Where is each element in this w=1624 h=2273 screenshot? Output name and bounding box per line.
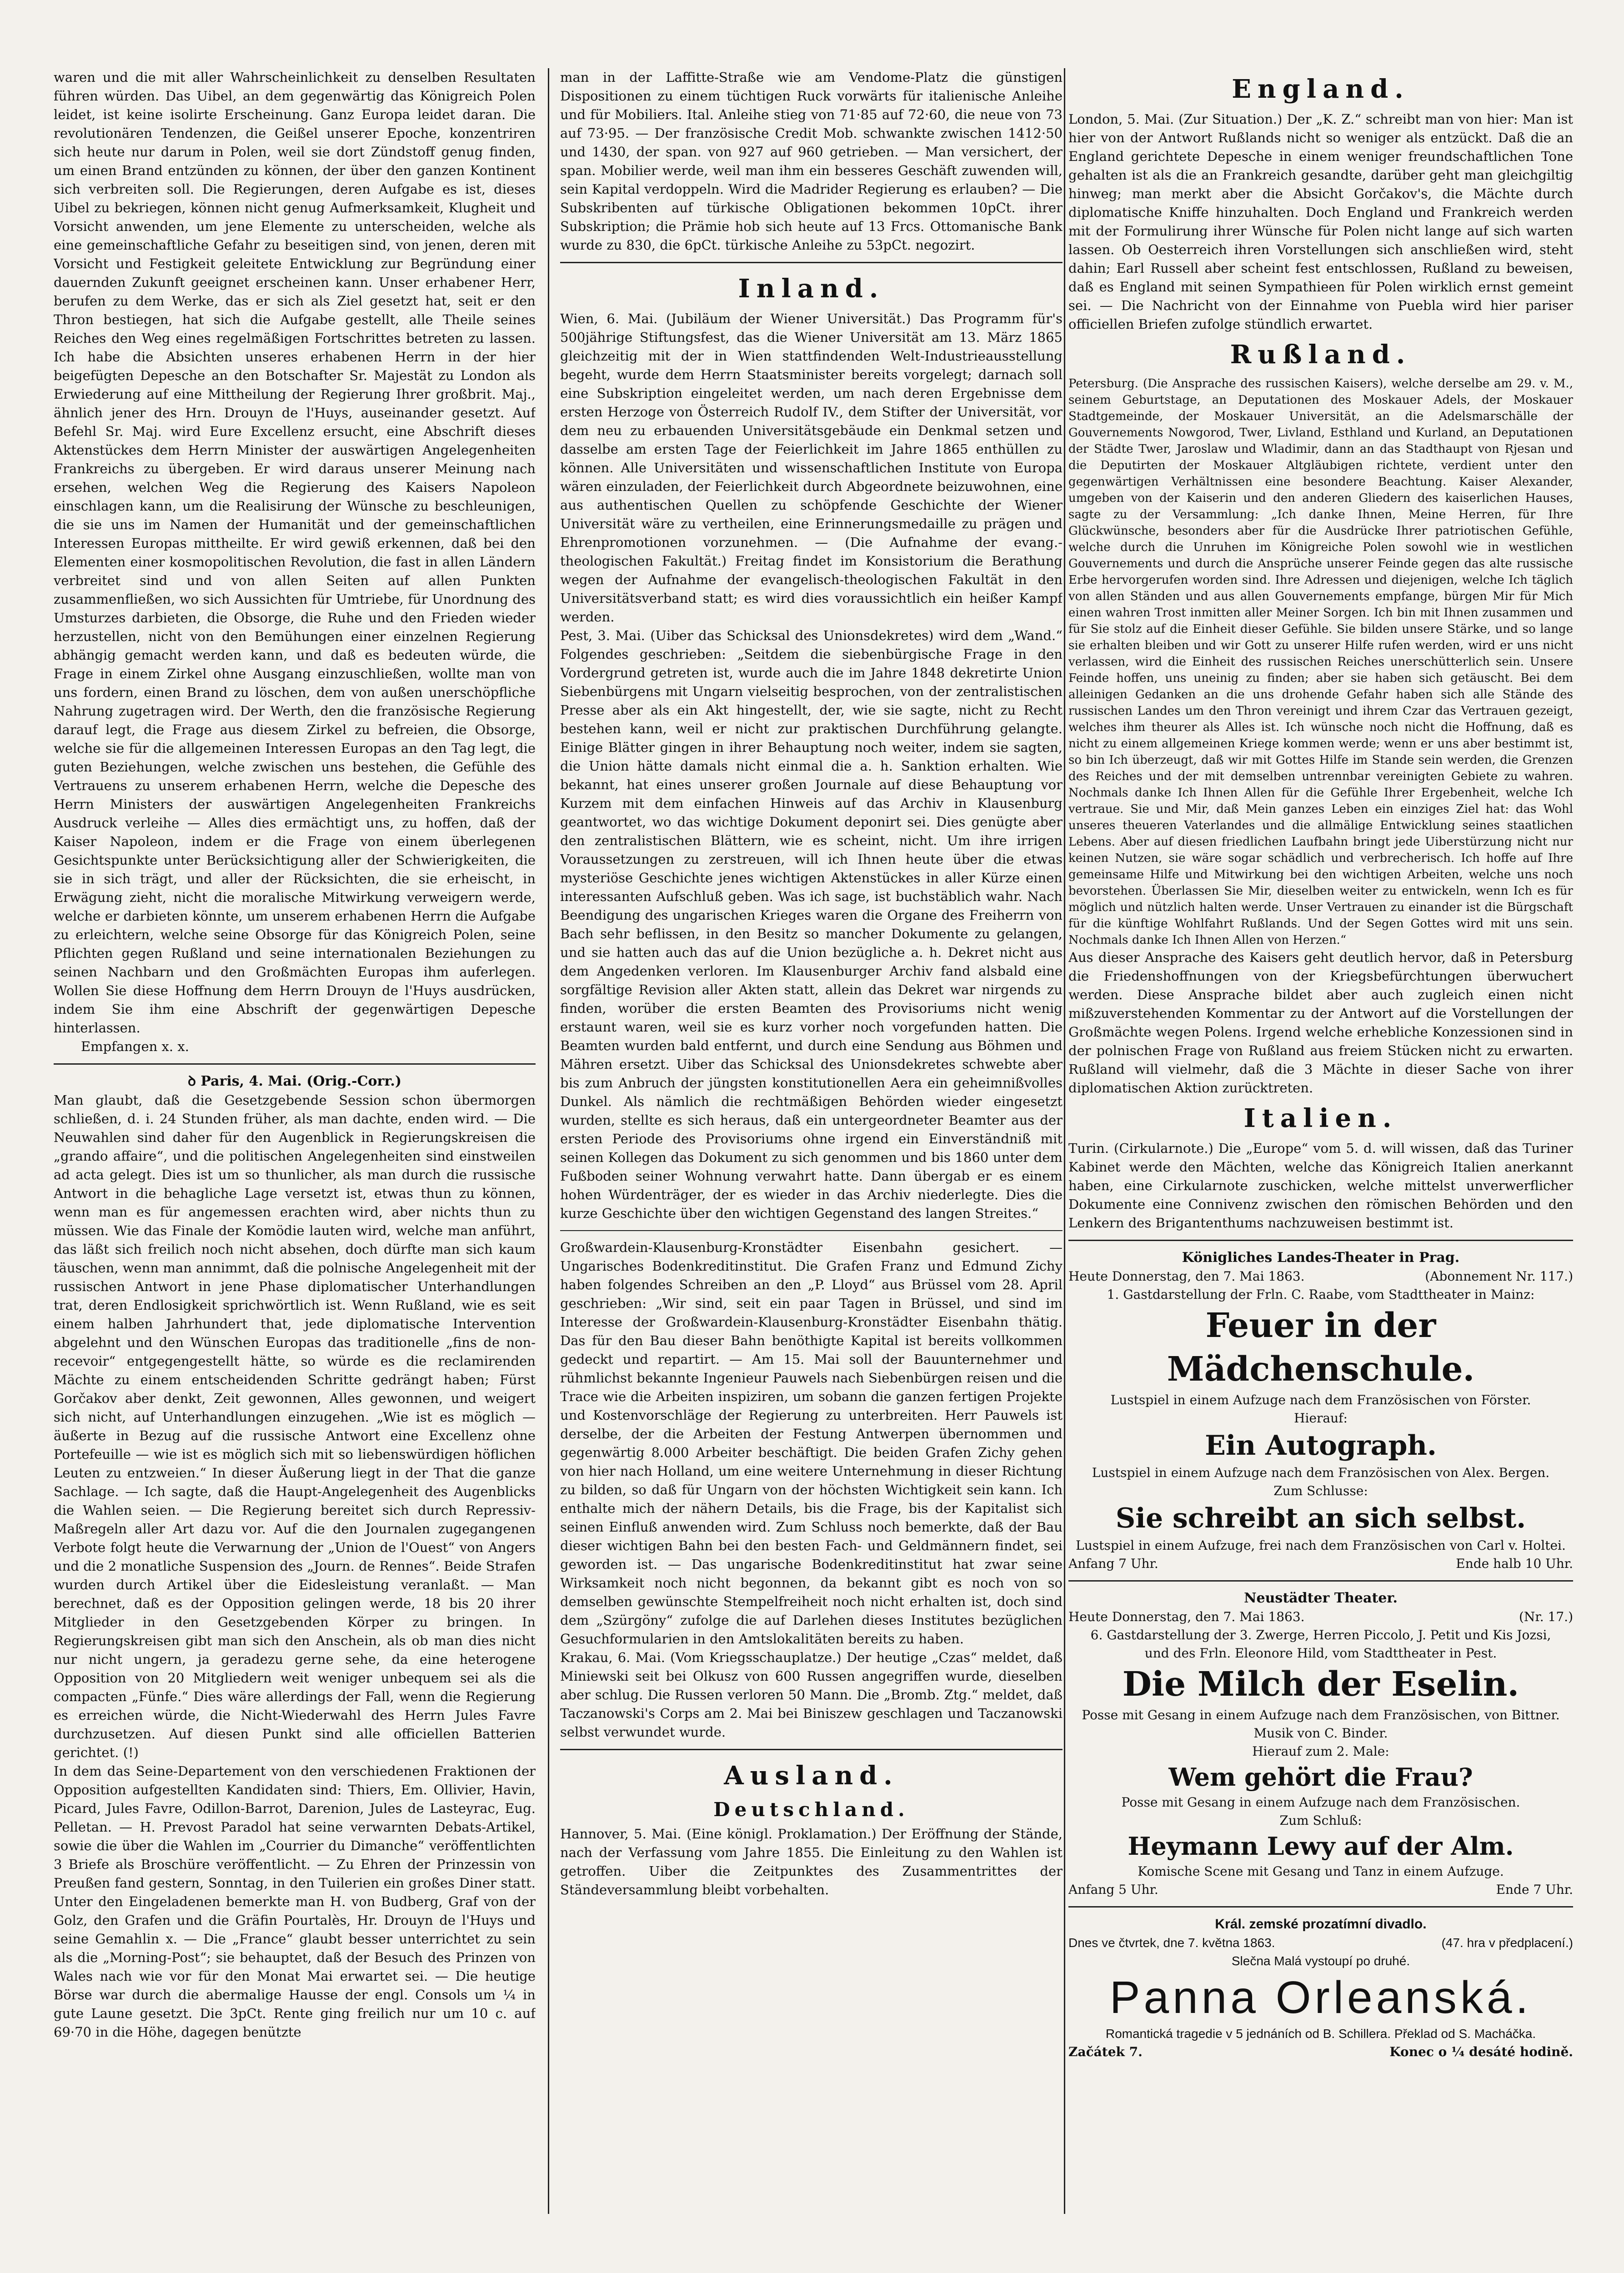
advert-number: (Nr. 17.) (1519, 1609, 1573, 1624)
section-heading-inland: Inland. (738, 274, 885, 304)
advert-play-title: Die Milch der Eselin. (1122, 1665, 1519, 1704)
advert-play-desc: Posse mit Gesang in einem Aufzuge nach dem Französischen, von Bittner. Musik von C. Binder. (1082, 1707, 1560, 1741)
column-3 (1068, 68, 1573, 2223)
article-hannover: Hannover, 5. Mai. (Eine königl. Proklamation.) Der Eröffnung der Stände, nach der Verfassung vom Jahre 1855. Die Einleitung zu den Wahlen ist getroffen. Uiber die Zeitpunktes des Zusammentrittes der Ständeversammlung bleibt vorbehalten. (560, 1826, 1063, 1898)
article-text-paris-2: In dem das Seine-Departement von den verschiedenen Fraktionen der Opposition aufgestellten Kandidaten sind: Thiers, Em. Ollivier, Havin, Picard, Jules Favre, Odillon-Barrot, Darenion, Jules de Lasteyrac, Eug. Pelletan. — H. Prevost Paradol hat seine verwarnten Debats-Artikel, sowie die über die Wahlen im „Courrier du Dimanche“ veröffentlichten 3 Briefe als Broschüre veröffentlicht. — Zu Ehren der Prinzessin von Preußen fand gestern, Sonntag, in den Tuilerien ein großes Diner statt. Unter den Eingeladenen bemerkte man H. von Budberg, Graf von der Golz, den Grafen und die Gräfin Pourtalès, Hr. Drouyn de l'Huys und seine Gemahlin x. — Die „France“ glaubt besser unterrichtet zu sein als die „Morning-Post“; sie behauptet, daß der Besuch des Prinzen von Wales nach wie vor für den Monat Mai erwartet sei. — Die heutige Börse war durch die abermalige Hausse der engl. Consols um ¼ in gute Laune gesetzt. Die 3pCt. Rente ging freilich nur um 10 c. auf 69·70 in die Höhe, dagegen benützte (54, 1763, 536, 2040)
column-rule-2 (1064, 68, 1065, 2214)
article-london: London, 5. Mai. (Zur Situation.) Der „K. Z.“ schreibt man von hier: Man ist hier von der Antwort Rußlands nicht so weniger als entzückt. Daß die an England gerichtete Depesche in einem weniger freundschaftlichen Tone gehalten ist als die an Frankreich gesandte, darüber geht man gleichgiltig hinweg; man merkt aber die Absicht Gorčakov's, die Mächte durch diplomatische Kniffe hinzuhalten. Doch England und Frankreich werden mit der Formulirung ihrer Wünsche für Polen nicht lange auf sich warten lassen. Ob Oesterreich ihren Vorstellungen sich anschließen wird, steht dahin; Earl Russell aber scheint fest entschlossen, Rußland zu beweisen, daß es England mit seinen Sympathieen für Polen wirklich ernst gemeint sei. — Die Nachricht von der Einnahme von Puebla wird hier pariser officiellen Briefen zufolge stündlich erwartet. (1068, 111, 1573, 332)
divider (560, 1230, 1063, 1231)
article-heading-paris: ꝺ Paris, 4. Mai. (Orig.-Corr.) (187, 1073, 402, 1089)
article-petersburg: Petersburg. (Die Ansprache des russischen Kaisers), welche derselbe am 29. v. M., seinem Geburtstage, an Deputationen des Moskauer Adels, der Moskauer Stadtgemeinde, der Moskauer Universität, an die Adelsmarschälle der Gouvernements Nowgorod, Twer, Livland, Esthland und Kurland, an Deputationen der Städte Twer, Jaroslaw und Wladimir, dann an das Stadthaupt von Rjesan und die Deputirten der Moskauer Altgläubigen richtete, verdient unter den gegenwärtigen Verhältnissen eine besondere Beachtung. Kaiser Alexander, umgeben von der Kaiserin und den anderen Gliedern des kaiserlichen Hauses, sagte zu der Versammlung: „Ich danke Ihnen, Meine Herren, für Ihre Glückwünsche, besonders aber für die Ausdrücke Ihrer patriotischen Gefühle, welche durch die Unruhen im Königreiche Polen sowohl wie in westlichen Gouvernements und durch die Ansprüche unserer Feinde gegen das alte russische Erbe hervorgerufen worden sind. Ihre Adressen und diejenigen, welche Ich täglich von allen Ständen und aus allen Gouvernements empfange, bürgen Mir für Mich einen wahren Trost inmitten aller Meiner Sorgen. Ich bin mit Ihnen zusammen und für Sie stolz auf die Einheit dieser Gefühle. Sie bilden unsere Stärke, und so lange sie erhalten bleiben und wir Gott zu unserer Hilfe rufen werden, wird er uns nicht verlassen, wird die Einheit des russischen Reiches unerschütterlich sein. Unsere Feinde hoffen, uns uneinig zu finden; aber sie haben sich getäuscht. Bei dem alleinigen Gedanken an die uns drohende Gefahr haben sich alle Stände des russischen Landes um den Thron vereinigt und ihrem Czar das Vertrauen gezeigt, welches ihm theurer als Alles ist. Ich wünsche noch nicht die Hoffnung, daß es nicht zu einem allgemeinen Kriege kommen werde; wenn er uns aber bestimmt ist, so bin Ich überzeugt, daß wir mit Gottes Hilfe im Stande sein werden, die Grenzen des Reiches und der mit demselben untrennbar vereinigten Gebiete zu wahren. Nochmals danke Ich Ihnen Allen für die Gefühle Ihrer Ergebenheit, welche Ich vertraue. Sie und Mir, daß Mein ganzes Leben ein einziges Ziel hat: das Wohl unseres theueren Vaterlandes und die allmälige Entwicklung seines staatlichen Lebens. Aber auf diesen friedlichen Laufbahn bringt jede Uiberstürzung nicht nur keinen Nutzen, sie wäre sogar schädlich und verbrecherisch. Ich hoffe auf Ihre gemeinsame Hilfe und Mitwirkung bei den wichtigen Arbeiten, welche uns noch bevorstehen. Überlassen Sie Mir, dieselben weiter zu entwickeln, wenn Ich es für möglich und nützlich halten werde. Unser Vertrauen zu einander ist die Bürgschaft für die künftige Wohlfahrt Rußlands. Und der Segen Gottes wird mit uns sein. Nochmals danke Ich Ihnen Allen von Herzen.“ (1068, 377, 1573, 947)
article-turin: Turin. (Cirkularnote.) Die „Europe“ vom 5. d. will wissen, daß das Turiner Kabinet werde den Mächten, welche das Königreich Italien anerkannt haben, eine Cirkularnote zuschicken, welche mittelst unverwerflicher Dokumente eine Connivenz zwischen den römischen Behörden und den Lenkern des Brigantenthums nachzuweisen bestimmt ist. (1068, 1141, 1573, 1231)
advert-play-title: Heymann Lewy auf der Alm. (1128, 1832, 1514, 1861)
article-text-bourse: man in der Laffitte-Straße wie am Vendome-Platz die günstigen Dispositionen zu einem tüchtigen Ruck vorwärts für italienische Anleihe und für Mobiliers. Ital. Anleihe stieg von 71·85 auf 72·60, die neue von 73 auf 73·95. — Der französische Credit Mob. schwankte zwischen 1412·50 und 1430, der span. von 927 auf 960 getrieben. — Man versichert, der span. Mobilier werde, weil man ihm ein besseres Geschäft zuwenden will, sein Kapital verdoppeln. Wird die Madrider Regierung es erlauben? — Die Subskribenten auf türkische Obligationen bekommen 10pCt. ihrer Subskription; die Prämie hob sich heute auf 13 Frcs. Ottomanische Bank wurde zu 830, die 6pCt. türkische Anleihe zu 53pCt. negozirt. (560, 70, 1063, 253)
column-1 (54, 68, 536, 2223)
advert-play-desc: Lustspiel in einem Aufzuge nach dem Französischen von Alex. Bergen. (1092, 1465, 1550, 1480)
article-wien: Wien, 6. Mai. (Jubiläum der Wiener Universität.) Das Programm für's 500jährige Stiftungsfest, das die Wiener Universität am 13. März 1865 gleichzeitig mit der in Wien stattfindenden Welt-Industrieausstellung begeht, wurde dem Herrn Staatsminister bereits vorgelegt; darnach soll eine Subskription eingeleitet werden, um nach deren Ergebnisse dem ersten Herzoge von Österreich Rudolf IV., dem Stifter der Universität, vor dem neu zu erbauenden Universitätsgebäude ein Denkmal setzen und dasselbe am ersten Tage der Feierlichkeit im Jahre 1865 enthüllen zu können. Alle Universitäten und wissenschaftlichen Institute von Europa wären einzuladen, der Feierlichkeit durch Abgeordnete beizuwohnen, eine aus authentischen Quellen zu schöpfende Geschichte der Wiener Universität wäre zu vertheilen, eine Erinnerungsmedaille zu prägen und Ehrenpromotionen vorzunehmen. — (Die Aufnahme der evang.-theologischen Fakultät.) Freitag findet im Konsistorium die Berathung wegen der Aufnahme der evangelisch-theologischen Fakultät in den Universitätsverband statt; es wird dies voraussichtlich ein heißer Kampf werden. (560, 311, 1063, 625)
advert-title: Neustädter Theater. (1244, 1590, 1398, 1606)
advert-play-title: Feuer in der Mädchenschule. (1167, 1306, 1475, 1389)
advert-guests: 6. Gastdarstellung der 3. Zwerge, Herren Piccolo, J. Petit und Kis Jozsi, (1090, 1627, 1551, 1642)
advert-title: Königliches Landes-Theater in Prag. (1182, 1250, 1460, 1266)
article-krakau: Krakau, 6. Mai. (Vom Kriegsschauplatze.) Der heutige „Czas“ meldet, daß Miniewski seit bei Olkusz von 600 Russen angegriffen wurde, dieselben aber schlug. Die Russen verloren 50 Mann. Die „Bromb. Ztg.“ meldet, daß Taczanowski's Corps am 2. Mai bei Biniszew geschlagen und Taczanowski selbst verwundet wurde. (560, 1650, 1063, 1740)
article-grosswardein: Großwardein-Klausenburg-Kronstädter Eisenbahn gesichert. — Ungarisches Bodenkreditinstitut. Die Grafen Franz und Edmund Zichy haben folgendes Schreiben an den „P. Lloyd“ aus Brüssel vom 28. April geschrieben: „Wir sind, seit ein paar Tagen in Brüssel, und sind im Interesse der Großwardein-Klausenburg-Kronstädter Eisenbahn thätig. Das für den Bau dieser Bahn benöthigte Kapital ist bereits vollkommen gedeckt und repartirt. — Am 15. Mai soll der Bauunternehmer und rühmlichst bekannte Ingenieur Pauwels nach Siebenbürgen reisen und die Trace wie die Arbeiten inspiziren, um sobann die ganzen fertigen Projekte und Kostenvorschläge der Regierung zu unterbreiten. Herr Pauwels ist derselbe, der die Arbeiten der Festung Antwerpen übernommen und gegenwärtig 8.000 Arbeiter beschäftigt. Die beiden Grafen Zichy gehen von hier nach Holland, um eine weitere Unternehmung in dieser Richtung zu bilden, so daß für Ungarn von der höchsten Wichtigkeit sein kann. Ich enthalte mich der nähern Details, bis die Frage, bis der Kapitalist sich seinen Einfluß anwenden wird. Zum Schluss noch bemerkte, daß der Bau dieser wichtigen Bahn bei den besten Fach- und Geldmännern findet, sei geworden ist. — Das ungarische Bodenkreditinstitut hat zwar seine Wirksamkeit noch nicht begonnen, da bekannt gibt es noch von so demselben gewünschte Stempelfreiheit noch nicht erhalten ist, doch sind dem „Szürgöny“ zufolge die auf Darlehen dieses Institutes bezüglichen Gesuchformularien in den Amtslokalitäten bereits zu haben. (560, 1240, 1063, 1647)
advert-play-title: Ein Autograph. (1205, 1430, 1437, 1462)
divider (560, 262, 1063, 263)
section-heading-russland: Rußland. (1230, 340, 1412, 370)
advert-subscription: (47. hra v předplacení.) (1441, 1936, 1573, 1950)
article-text: waren und die mit aller Wahrscheinlichkeit zu denselben Resultaten führen würden. Das Uibel, an dem gegenwärtig das Königreich Polen leidet, ist keine isolirte Erscheinung. Ganz Europa leidet daran. Die revolutionären Tendenzen, die Geißel unserer Epoche, konzentriren sich heute nur darum in Polen, weil sie dort Zündstoff genug finden, um einen Brand entzünden zu können, der über den ganzen Kontinent sich verbreiten soll. Die Regierungen, deren Aufgabe es ist, dieses Uibel zu bekriegen, können nicht genug Aufmerksamkeit, Klugheit und Vorsicht anwenden, um jene Elemente zu unterscheiden, welche als eine gemeinschaftliche Gefahr zu beseitigen sind, von jenen, deren mit Vorsicht und Festigkeit geleitete Entwicklung zur Begründung einer dauernden Zukunft geeignet erscheinen kann. Unser erhabener Herr, berufen zu dem Werke, das er sich als Ziel gesetzt hat, seit er den Thron bestiegen, hat sich die Aufgabe gestellt, alle Theile seines Reiches den Weg eines regelmäßigen Fortschrittes betreten zu lassen. Ich habe die Absichten unseres erhabenen Herrn in der hier beigefügten Depesche an den Botschafter Sr. Majestät zu London als Erwiederung auf eine Mittheilung der Regierung Ihrer großbrit. Maj., ähnlich jener des Hrn. Drouyn de l'Huys, auseinander gesetzt. Auf Befehl Sr. Maj. wird Eure Excellenz ersucht, eine Abschrift dieses Aktenstückes dem Herrn Minister der auswärtigen Angelegenheiten Frankreichs zu übergeben. Er wird daraus unserer Meinung nach ersehen, welchen Weg die Regierung des Kaisers Napoleon einschlagen kann, um die Realisirung der Wünsche zu beschleunigen, die sie uns im Namen der Humanität und der gemeinschaftlichen Interessen Europas mittheilte. Er wird gewiß erkennen, daß bei den Elementen einer kosmopolitischen Revolution, die fast in allen Ländern verbreitet sind und von allen Seiten auf allen Punkten zusammenfließen, wo sich Aussichten für Umtriebe, für Unordnung des Umsturzes darbieten, die Obsorge, die Ruhe und den Frieden wieder herzustellen, nicht von den Bemühungen einer einzelnen Regierung abhängig gemacht werden kann, und daß es bedeuten würde, die Frage in einem Zirkel ohne Ausgang einzuschließen, wollte man von uns fordern, einen Brand zu löschen, dem von außen unerschöpfliche Nahrung zugetragen wird. Der Werth, den die französische Regierung darauf legt, die Frage aus diesem Zirkel zu befreien, die Obsorge, welche sie für die allgemeinen Interessen Europas an den Tag legt, die guten Beziehungen, welche zwischen uns bestehen, die Gefühle des Vertrauens zu unserem erhabenen Herrn, welche die Depesche des Herrn Ministers der auswärtigen Angelegenheiten Frankreichs Ausdruck verleihe — Alles dies ermächtigt uns, zu hoffen, daß der Kaiser Napoleon, indem er die Frage von einem überlegenen Gesichtspunkte unter Berücksichtigung aller der Schwierigkeiten, die sie in sich trägt, und aller der Rücksichten, die sie erheischt, in Erwägung zieht, nicht die moralische Mitwirkung verweigern werde, welche er darbieten könnte, um unserem erhabenen Herrn die Aufgabe zu erleichtern, welche seine Obsorge für das Königreich Polen, seine Pflichten gegen Rußland und seine internationalen Beziehungen zu seinen Nachbarn und den Großmächten Europas ihm auferlegen. Wollen Sie diese Hoffnung dem Herrn Drouyn de l'Huys ausdrücken, indem Sie ihm eine Abschrift der gegenwärtigen Depesche hinterlassen. (54, 70, 536, 1036)
divider (54, 1063, 536, 1065)
divider (1068, 1580, 1573, 1582)
advert-date-row (1068, 1934, 1573, 1952)
article-pest: Pest, 3. Mai. (Uiber das Schicksal des Unionsdekretes) wird dem „Wand.“ Folgendes geschrieben: „Seitdem die siebenbürgische Frage in den Vordergrund getreten ist, wurde auch die im Jahre 1848 dekretirte Union Siebenbürgens mit Ungarn vielseitig besprochen, von der zentralistischen Presse aber als ein Akt hingestellt, der, wie sie sagte, nicht zu Recht bestehen kann, weil er nicht zur praktischen Durchführung gelangte. Einige Blätter gingen in ihrer Behauptung noch weiter, indem sie sagten, die Union hätte damals nicht einmal die a. h. Sanktion erhalten. Wie bekannt, hat eines unserer großen Journale auf diese Behauptung vor Kurzem mit dem einfachen Hinweis auf das Archiv in Klausenburg geantwortet, wo das wichtige Dokument deponirt sei. Dies genügte aber den zentralistischen Blättern, wie es scheint, nicht. Um ihre irrigen Voraussetzungen zu zerstreuen, will ich Ihnen heute über die etwas mysteriöse Geschichte jenes wichtigen Aktenstückes in aller Kürze einen interessanten Aufschluß geben. Was ich sage, ist buchstäblich wahr. Nach Beendigung des ungarischen Krieges waren die Organe des Freiherrn von Bach sehr beflissen, in den Besitz so mancher Dokumente zu gelangen, und sie hatten auch das auf die Union bezügliche a. h. Dekret nicht aus dem Angedenken verloren. Im Klausenburger Archiv fand alsbald eine sorgfältige Revision aller Akten statt, allein das Dekret war nirgends zu finden, worüber die ersten Beamten des Provisoriums nicht wenig erstaunt waren, weil sie es kurz vorher noch vorgefunden hatten. Die Beamten wurden bald entfernt, und durch eine Sendung aus Böhmen und Mähren ersetzt. Uiber das Schicksal des Unionsdekretes schwebte aber bis zum Anbruch der jüngsten konstitutionellen Aera ein geheimnißvolles Dunkel. Als nämlich die rechtmäßigen Behörden wieder eingesetzt wurden, stellte es sich heraus, daß ein untergeordneter Beamter aus der ersten Periode des Provisoriums ohne irgend ein Einverständniß mit seinen Kollegen das Dokument zu sich genommen und bis 1860 unter dem Fußboden seiner Wohnung verwahrt hatte. Dann übergab er es einem hohen Würdenträger, der es wieder in das Archiv niederlegte. Dies die kurze Geschichte über den wichtigen Gegenstand des langen Streites.“ (560, 628, 1063, 1221)
advert-title: Král. zemské prozatímní divadlo. (1215, 1917, 1427, 1932)
advert-neustaedter-theater (1068, 1589, 1573, 1899)
advert-landestheater (1068, 1248, 1573, 1573)
divider (1068, 1906, 1573, 1908)
advert-zemske-divadlo (1068, 1915, 1573, 2061)
section-heading-england: England. (1232, 74, 1410, 104)
advert-date: Heute Donnerstag, den 7. Mai 1863. (1068, 1269, 1305, 1284)
advert-play-title: Sie schreibt an sich selbst. (1115, 1502, 1526, 1534)
advert-times (1068, 1881, 1573, 1899)
advert-times (1068, 2043, 1573, 2061)
advert-zum-schluss: Zum Schlusse: (1273, 1483, 1368, 1498)
article-petersburg-2: Aus dieser Ansprache des Kaisers geht deutlich hervor, daß in Petersburg die Friedenshoffnungen von der Kriegsbefürchtungen überwuchert werden. Diese Ansprache bildet aber auch zugleich einen nicht mißzuverstehenden Kommentar zu der Antwort auf die Vorstellungen der Großmächte wegen Polens. Irgend welche erhebliche Konzessionen sind in der polnischen Frage von Rußland aus freiem Stücken nicht zu erwarten. Rußland will vielmehr, daß die 3 Mächte in dieser Sache von ihrer diplomatischen Aktion zurücktreten. (1068, 950, 1573, 1096)
divider (1068, 1240, 1573, 1241)
advert-anfang: Anfang 7 Uhr. (1068, 1556, 1158, 1571)
advert-hierauf: Hierauf zum 2. Male: (1252, 1744, 1389, 1759)
advert-date-row (1068, 1267, 1573, 1286)
advert-guests-2: und des Frln. Eleonore Hild, vom Stadttheater in Pest. (1144, 1646, 1497, 1661)
advert-play-desc: Komische Scene mit Gesang und Tanz in einem Aufzuge. (1138, 1864, 1504, 1879)
advert-play-title: Wem gehört die Frau? (1168, 1762, 1473, 1792)
signature: Empfangen x. x. (81, 1039, 189, 1054)
column-rule-1 (548, 68, 549, 2214)
advert-ende: Ende 7 Uhr. (1496, 1882, 1573, 1897)
advert-hierauf: Hierauf: (1294, 1411, 1348, 1426)
article-text-paris: Man glaubt, daß die Gesetzgebende Session schon übermorgen schließen, d. i. 24 Stunden früher, als man dachte, enden wird. — Die Neuwahlen sind daher für den Augenblick in Regierungskreisen die „grando affaire“, und die politischen Angelegenheiten sind einstweilen ad acta gelegt. Dies ist um so thunlicher, als man durch die russische Antwort in die behagliche Lage versetzt ist, etwas thun zu können, wenn man es für angemessen erachten wird, aber nichts thun zu müssen. Wie das Finale der Komödie lauten wird, welche man anführt, das läßt sich freilich noch nicht absehen, doch dürfte man sich kaum täuschen, wenn man annimmt, daß die polnische Angelegenheit mit der russischen Antwort in jene Phase diplomatischer Unterhandlungen trat, deren Endlosigkeit sprichwörtlich ist. Wenn Rußland, wie es seit einem halben Jahrhundert that, jede diplomatische Intervention abgelehnt und den Wünschen Europas das traditionelle „fins de non-recevoir“ entgegengestellt hätte, so würde es die reclamirenden Mächte zu einem entscheidenden Schritte gedrängt haben; Fürst Gorčakov aber denkt, Zeit gewonnen, Alles gewonnen, und weigert sich nicht, auf Unterhandlungen einzugehen. „Wie ist es möglich — äußerte in Bezug auf die russische Antwort eine Excellenz ohne Portefeuille — wie ist es möglich sich mit so liebenswürdigen höflichen Leuten zu entzweien.“ In dieser Äußerung liegt in der That die ganze Sachlage. — Ich sagte, daß die Haupt-Angelegenheit des Augenblicks die Wahlen seien. — Die Regierung bereitet sich durch Repressiv-Maßregeln aller Art dazu vor. Auf die den Journalen zugegangenen Verbote folgt heute die Verwarnung der „Union de l'Ouest“ von Angers und die 2 monatliche Suspension des „Journ. de Rennes“. Beide Strafen wurden durch Artikel über die Eidesleistung veranlaßt. — Man berechnet, daß es der Opposition gelingen werde, 18 bis 20 ihrer Mitglieder in den Gesetzgebenden Körper zu bringen. In Regierungskreisen gibt man sich den Anschein, als ob man dies nicht nur nicht ungern, ja geradezu gerne sehe, da eine heterogene Opposition von 20 Mitgliedern weit weniger unbequem sei als die compacten „Fünfe.“ Dies wäre allerdings der Fall, wenn die Regierung es erreichen würde, die Nicht-Wiederwahl des Herrn Jules Favre durchzusetzen. Auf diesen Punkt sind alle officiellen Batterien gerichtet. (!) (54, 1092, 536, 1760)
advert-anfang: Anfang 5 Uhr. (1068, 1882, 1158, 1897)
advert-times (1068, 1555, 1573, 1573)
advert-date: Heute Donnerstag, den 7. Mai 1863. (1068, 1609, 1305, 1624)
advert-guest: Slečna Malá vystoupí po druhé. (1231, 1954, 1410, 1968)
advert-zum-schluss: Zum Schluß: (1279, 1813, 1362, 1828)
advert-play-desc: Lustspiel in einem Aufzuge, frei nach dem Französischen von Carl v. Holtei. (1076, 1538, 1566, 1553)
advert-date: Dnes ve čtvrtek, dne 7. května 1863. (1068, 1936, 1275, 1950)
advert-guest: 1. Gastdarstellung der Frln. C. Raabe, vom Stadttheater in Mainz: (1107, 1287, 1535, 1302)
advert-play-title: Panna Orleanská. (1109, 1972, 1532, 2023)
advert-play-desc: Romantická tragedie v 5 jednáních od B. Schillera. Překlad od S. Macháčka. (1105, 2027, 1536, 2041)
divider (560, 1749, 1063, 1750)
subsection-heading-deutschland: Deutschland. (713, 1798, 909, 1821)
advert-zacatek: Začátek 7. (1068, 2044, 1143, 2059)
advert-abonnement: (Abonnement Nr. 117.) (1425, 1269, 1573, 1284)
advert-play-desc: Lustspiel in einem Aufzuge nach dem Französischen von Förster. (1110, 1392, 1531, 1407)
section-heading-italien: Italien. (1243, 1103, 1398, 1133)
advert-ende: Ende halb 10 Uhr. (1456, 1556, 1573, 1571)
section-heading-ausland: Ausland. (724, 1761, 899, 1791)
column-2 (560, 68, 1063, 2223)
advert-play-desc: Posse mit Gesang in einem Aufzuge nach dem Französischen. (1121, 1795, 1520, 1810)
advert-konec: Konec o ¼ desáté hodině. (1389, 2044, 1573, 2059)
advert-date-row (1068, 1608, 1573, 1626)
